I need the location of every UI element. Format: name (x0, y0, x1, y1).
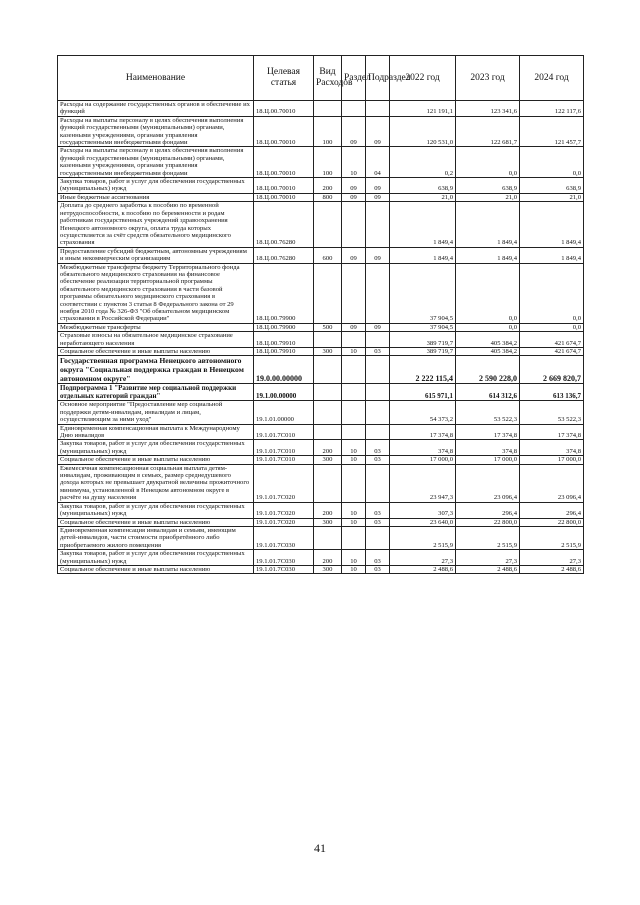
cell-article: 19.1.01.7С010 (254, 424, 314, 440)
cell-article: 18.Ц.00.70010 (254, 147, 314, 178)
cell-name: Закупка товаров, работ и услуг для обеспечения государственных (муниципальных) нужд (58, 440, 254, 456)
cell-year-2022: 37 904,5 (390, 263, 456, 323)
cell-expense-type (314, 356, 342, 384)
cell-year-2022: 389 719,7 (390, 348, 456, 356)
cell-name: Основное мероприятие "Предоставление мер социальной поддержки детям-инвалидам, инвалидам и лицам, осуществляющим за ними уход" (58, 401, 254, 424)
header-article: Целевая статья (254, 56, 314, 101)
cell-expense-type: 200 (314, 550, 342, 566)
header-name: Наименование (58, 56, 254, 101)
cell-article: 19.0.00.00000 (254, 356, 314, 384)
cell-name: Ежемесячная компенсационная социальная выплата детям-инвалидам, проживающим в семьях, размер среднедушевого дохода которых не превышает двукратной величины прожиточного минимума, установленной в Ненецком автономном округе в расчёте на душу населения (58, 464, 254, 502)
cell-name: Расходы на выплаты персоналу в целях обеспечения выполнения функций государственными (муниципальными) органами, казенными учреждениями, органами управления государственными внебюджетными фондами (58, 116, 254, 147)
cell-year-2022: 17 000,0 (390, 456, 456, 464)
cell-article: 18.Ц.00.70010 (254, 178, 314, 194)
table-row (58, 526, 584, 549)
cell-year-2022: 374,8 (390, 440, 456, 456)
cell-expense-type: 300 (314, 565, 342, 573)
cell-expense-type (314, 202, 342, 247)
cell-year-2023: 2 590 228,0 (456, 356, 520, 384)
cell-subsection: 03 (366, 456, 390, 464)
table-row (58, 101, 584, 117)
cell-year-2022: 23 640,0 (390, 518, 456, 526)
header-expense-type: Вид Расходов (314, 56, 342, 101)
cell-year-2022: 615 971,1 (390, 384, 456, 401)
cell-year-2024: 22 800,0 (520, 518, 584, 526)
cell-year-2024: 21,0 (520, 193, 584, 201)
cell-article: 18.Ц.00.70010 (254, 193, 314, 201)
table-row (58, 202, 584, 247)
table-row (58, 456, 584, 464)
cell-year-2024: 296,4 (520, 502, 584, 518)
cell-name: Закупка товаров, работ и услуг для обеспечения государственных (муниципальных) нужд (58, 550, 254, 566)
cell-article: 19.1.01.7С010 (254, 440, 314, 456)
cell-name: Единовременная компенсация инвалидам и семьям, имеющим детей-инвалидов, части стоимости приобретённого либо приобретаемого жилого помещения (58, 526, 254, 549)
cell-name: Доплата до среднего заработка к пособию по временной нетрудоспособности, к пособию по беременности и родам работникам государственных учреждений здравоохранения Ненецкого автономного округа, оплата труда которых осуществляется за счёт средств обязательного медицинского страхования (58, 202, 254, 247)
cell-expense-type: 100 (314, 116, 342, 147)
cell-year-2024: 53 522,3 (520, 401, 584, 424)
cell-year-2024: 1 849,4 (520, 247, 584, 263)
table-row (58, 565, 584, 573)
cell-year-2022: 54 373,2 (390, 401, 456, 424)
cell-subsection (366, 202, 390, 247)
cell-subsection: 09 (366, 323, 390, 331)
cell-article: 19.1.01.7С020 (254, 502, 314, 518)
header-year-2022: 2022 год (390, 56, 456, 101)
cell-subsection: 09 (366, 247, 390, 263)
cell-section (342, 101, 366, 117)
cell-expense-type: 300 (314, 456, 342, 464)
cell-subsection: 03 (366, 348, 390, 356)
cell-year-2023: 614 312,6 (456, 384, 520, 401)
header-year-2024: 2024 год (520, 56, 584, 101)
cell-subsection (366, 263, 390, 323)
cell-expense-type: 200 (314, 502, 342, 518)
cell-article: 19.1.01.7С030 (254, 550, 314, 566)
cell-subsection: 09 (366, 193, 390, 201)
cell-expense-type: 800 (314, 193, 342, 201)
cell-year-2023: 21,0 (456, 193, 520, 201)
cell-year-2023: 638,9 (456, 178, 520, 194)
cell-section (342, 263, 366, 323)
cell-year-2022: 1 849,4 (390, 202, 456, 247)
cell-year-2023: 27,3 (456, 550, 520, 566)
cell-expense-type (314, 101, 342, 117)
cell-year-2023: 53 522,3 (456, 401, 520, 424)
page-number: 41 (314, 841, 326, 855)
cell-name: Государственная программа Ненецкого автономного округа "Социальная поддержка граждан в Ненецком автономном округе" (58, 356, 254, 384)
cell-section: 10 (342, 147, 366, 178)
cell-subsection (366, 464, 390, 502)
cell-name: Расходы на содержание государственных органов и обеспечение их функций (58, 101, 254, 117)
cell-year-2023: 374,8 (456, 440, 520, 456)
cell-subsection: 03 (366, 518, 390, 526)
cell-section: 09 (342, 178, 366, 194)
cell-year-2024: 27,3 (520, 550, 584, 566)
cell-subsection (366, 356, 390, 384)
table-row (58, 550, 584, 566)
cell-year-2023: 2 515,9 (456, 526, 520, 549)
cell-year-2023: 1 849,4 (456, 247, 520, 263)
cell-name: Социальное обеспечение и иные выплаты населению (58, 348, 254, 356)
cell-section (342, 526, 366, 549)
cell-year-2024: 17 374,8 (520, 424, 584, 440)
cell-year-2022: 120 531,0 (390, 116, 456, 147)
cell-year-2022: 307,3 (390, 502, 456, 518)
cell-expense-type: 300 (314, 348, 342, 356)
table-row (58, 193, 584, 201)
cell-year-2022: 2 222 115,4 (390, 356, 456, 384)
cell-year-2022: 0,2 (390, 147, 456, 178)
cell-expense-type (314, 263, 342, 323)
cell-year-2024: 421 674,7 (520, 348, 584, 356)
cell-article: 18.Ц.00.70010 (254, 101, 314, 117)
cell-year-2024: 0,0 (520, 147, 584, 178)
cell-article: 19.1.01.00000 (254, 401, 314, 424)
cell-name: Социальное обеспечение и иные выплаты населению (58, 518, 254, 526)
header-year-2023: 2023 год (456, 56, 520, 101)
cell-year-2023: 0,0 (456, 147, 520, 178)
cell-year-2024: 638,9 (520, 178, 584, 194)
cell-subsection: 03 (366, 502, 390, 518)
cell-article: 18.Ц.00.79900 (254, 323, 314, 331)
cell-year-2024: 1 849,4 (520, 202, 584, 247)
table-row (58, 116, 584, 147)
cell-expense-type: 600 (314, 247, 342, 263)
table-row (58, 263, 584, 323)
cell-year-2024: 17 000,0 (520, 456, 584, 464)
cell-article: 19.1.01.7С020 (254, 464, 314, 502)
cell-section: 10 (342, 440, 366, 456)
cell-article: 18.Ц.00.76280 (254, 202, 314, 247)
cell-name: Закупка товаров, работ и услуг для обеспечения государственных (муниципальных) нужд (58, 178, 254, 194)
cell-year-2024: 2 669 820,7 (520, 356, 584, 384)
cell-section: 10 (342, 518, 366, 526)
cell-year-2022: 389 719,7 (390, 332, 456, 348)
cell-subsection (366, 424, 390, 440)
cell-year-2024: 121 457,7 (520, 116, 584, 147)
cell-year-2023: 2 488,6 (456, 565, 520, 573)
cell-year-2023: 123 341,6 (456, 101, 520, 117)
table-row (58, 502, 584, 518)
cell-section: 09 (342, 247, 366, 263)
table-body (58, 101, 584, 574)
cell-name: Страховые взносы на обязательное медицинское страхование неработающего населения (58, 332, 254, 348)
cell-year-2022: 37 904,5 (390, 323, 456, 331)
cell-article: 18.Ц.00.79910 (254, 332, 314, 348)
cell-section (342, 332, 366, 348)
table-row (58, 323, 584, 331)
cell-name: Единовременная компенсационная выплата к Международному Дню инвалидов (58, 424, 254, 440)
cell-year-2022: 2 488,6 (390, 565, 456, 573)
cell-article: 19.1.01.7С030 (254, 526, 314, 549)
cell-year-2023: 405 384,2 (456, 332, 520, 348)
cell-year-2022: 23 947,3 (390, 464, 456, 502)
cell-name: Межбюджетные трансферты (58, 323, 254, 331)
cell-article: 18.Ц.00.79910 (254, 348, 314, 356)
budget-table (57, 55, 584, 574)
cell-name: Межбюджетные трансферты бюджету Территориального фонда обязательного медицинского страхования на финансовое обеспечение реализации территориальной программы обязательного медицинского страхования в части базовой программы обязательного медицинского страхования в соответствии с пунктом 3 статьи 8 Федерального закона от 29 ноября 2010 года № 326-ФЗ "Об обязательном медицинском страховании в Российской Федерации" (58, 263, 254, 323)
cell-subsection (366, 332, 390, 348)
cell-name: Расходы на выплаты персоналу в целях обеспечения выполнения функций государственными (муниципальными) органами, казенными учреждениями, органами управления государственными внебюджетными фондами (58, 147, 254, 178)
cell-article: 18.Ц.00.76280 (254, 247, 314, 263)
cell-section (342, 424, 366, 440)
cell-subsection: 09 (366, 178, 390, 194)
cell-article: 19.1.00.00000 (254, 384, 314, 401)
cell-expense-type (314, 384, 342, 401)
cell-subsection: 03 (366, 550, 390, 566)
table-header-row (58, 56, 584, 101)
cell-expense-type (314, 332, 342, 348)
cell-year-2023: 17 374,8 (456, 424, 520, 440)
table-row (58, 356, 584, 384)
cell-section: 10 (342, 565, 366, 573)
cell-year-2023: 1 849,4 (456, 202, 520, 247)
cell-year-2024: 613 136,7 (520, 384, 584, 401)
cell-year-2024: 374,8 (520, 440, 584, 456)
cell-name: Подпрограмма 1 "Развитие мер социальной поддержки отдельных категорий граждан" (58, 384, 254, 401)
cell-year-2023: 405 384,2 (456, 348, 520, 356)
table-row (58, 464, 584, 502)
cell-year-2022: 2 515,9 (390, 526, 456, 549)
cell-year-2023: 17 000,0 (456, 456, 520, 464)
cell-section: 10 (342, 456, 366, 464)
table-row (58, 424, 584, 440)
cell-section: 09 (342, 323, 366, 331)
table-row (58, 384, 584, 401)
cell-subsection (366, 384, 390, 401)
cell-article: 19.1.01.7С030 (254, 565, 314, 573)
table-row (58, 247, 584, 263)
cell-expense-type: 500 (314, 323, 342, 331)
cell-expense-type: 300 (314, 518, 342, 526)
table-row (58, 401, 584, 424)
cell-article: 19.1.01.7С020 (254, 518, 314, 526)
cell-year-2024: 421 674,7 (520, 332, 584, 348)
cell-subsection: 03 (366, 440, 390, 456)
cell-subsection (366, 101, 390, 117)
cell-year-2023: 0,0 (456, 323, 520, 331)
cell-section (342, 384, 366, 401)
cell-expense-type (314, 401, 342, 424)
cell-year-2023: 23 096,4 (456, 464, 520, 502)
cell-year-2023: 122 681,7 (456, 116, 520, 147)
cell-year-2022: 21,0 (390, 193, 456, 201)
cell-year-2022: 27,3 (390, 550, 456, 566)
cell-expense-type (314, 464, 342, 502)
table-row (58, 332, 584, 348)
table-row (58, 178, 584, 194)
table-row (58, 440, 584, 456)
cell-subsection (366, 401, 390, 424)
cell-section (342, 356, 366, 384)
cell-expense-type (314, 424, 342, 440)
cell-year-2022: 121 191,1 (390, 101, 456, 117)
cell-year-2024: 0,0 (520, 323, 584, 331)
header-subsection: Подраздел (366, 56, 390, 101)
cell-section: 10 (342, 348, 366, 356)
cell-year-2024: 23 096,4 (520, 464, 584, 502)
table-row (58, 518, 584, 526)
cell-year-2022: 638,9 (390, 178, 456, 194)
cell-expense-type: 100 (314, 147, 342, 178)
cell-year-2024: 2 488,6 (520, 565, 584, 573)
cell-article: 19.1.01.7С010 (254, 456, 314, 464)
cell-section (342, 202, 366, 247)
cell-subsection (366, 526, 390, 549)
header-section: Раздел (342, 56, 366, 101)
cell-article: 18.Ц.00.79900 (254, 263, 314, 323)
cell-year-2023: 296,4 (456, 502, 520, 518)
cell-year-2024: 0,0 (520, 263, 584, 323)
cell-section: 10 (342, 550, 366, 566)
cell-year-2022: 17 374,8 (390, 424, 456, 440)
cell-year-2023: 0,0 (456, 263, 520, 323)
cell-section (342, 464, 366, 502)
cell-name: Социальное обеспечение и иные выплаты населению (58, 565, 254, 573)
cell-year-2024: 122 117,6 (520, 101, 584, 117)
cell-name: Закупка товаров, работ и услуг для обеспечения государственных (муниципальных) нужд (58, 502, 254, 518)
cell-year-2022: 1 849,4 (390, 247, 456, 263)
cell-name: Иные бюджетные ассигнования (58, 193, 254, 201)
cell-expense-type: 200 (314, 178, 342, 194)
cell-article: 18.Ц.00.70010 (254, 116, 314, 147)
cell-expense-type (314, 526, 342, 549)
cell-subsection: 03 (366, 565, 390, 573)
cell-subsection: 04 (366, 147, 390, 178)
cell-year-2023: 22 800,0 (456, 518, 520, 526)
cell-expense-type: 200 (314, 440, 342, 456)
table-row (58, 147, 584, 178)
cell-name: Социальное обеспечение и иные выплаты населению (58, 456, 254, 464)
cell-section (342, 401, 366, 424)
cell-section: 09 (342, 193, 366, 201)
cell-name: Предоставление субсидий бюджетным, автономным учреждениям и иным некоммерческим организациям (58, 247, 254, 263)
cell-section: 09 (342, 116, 366, 147)
cell-year-2024: 2 515,9 (520, 526, 584, 549)
cell-section: 10 (342, 502, 366, 518)
table-row (58, 348, 584, 356)
cell-subsection: 09 (366, 116, 390, 147)
